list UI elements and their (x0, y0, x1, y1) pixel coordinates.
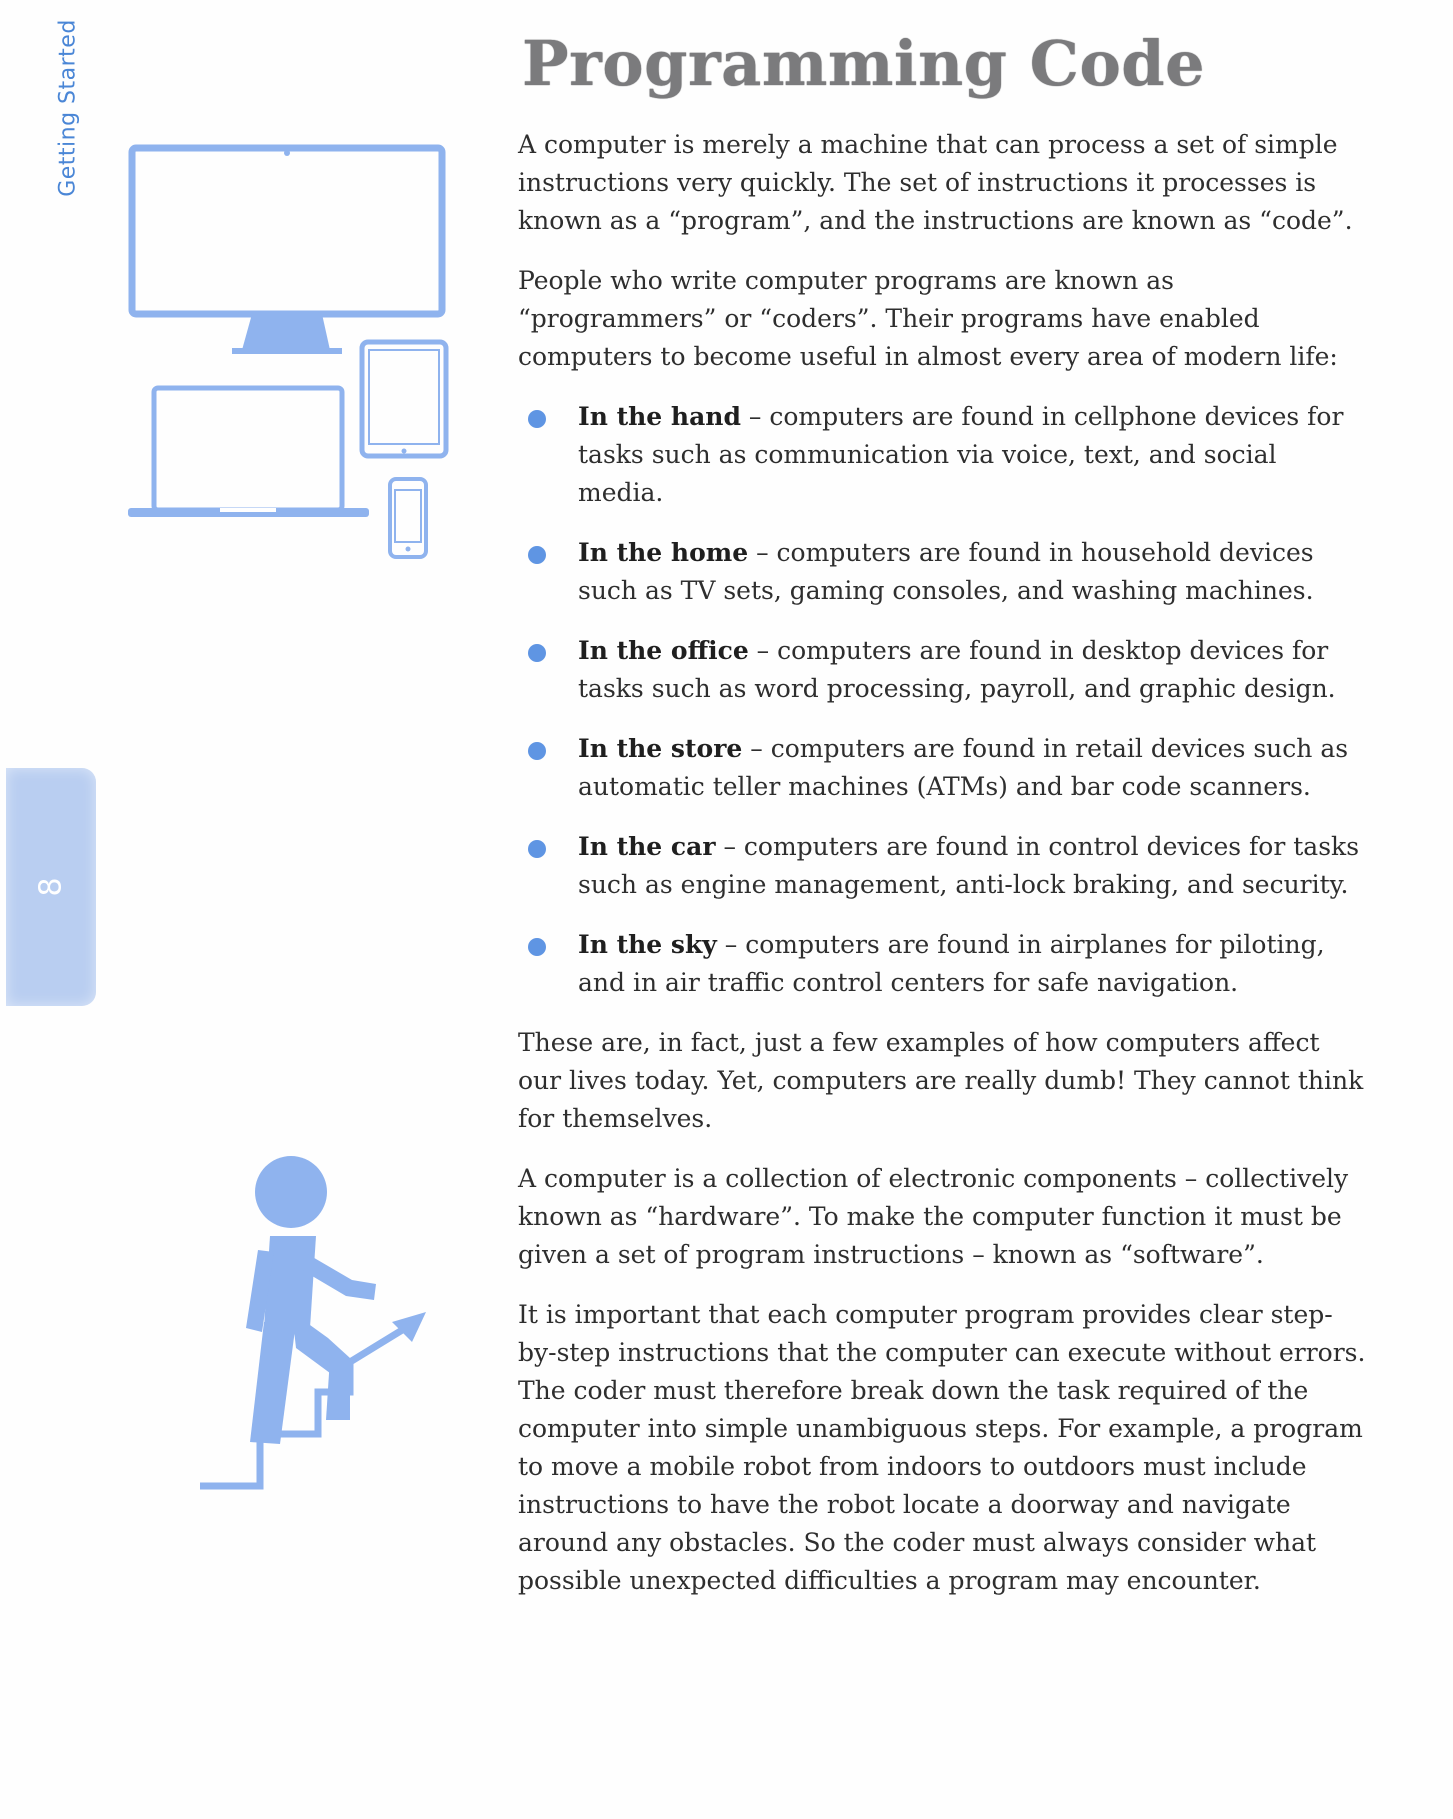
bullet-lead: In the store (578, 734, 743, 763)
main-text-column (518, 22, 1368, 1622)
monitor-icon (132, 148, 442, 314)
bullet-lead: In the hand (578, 402, 741, 431)
bullet-lead: In the office (578, 636, 749, 665)
list-item (518, 828, 1368, 904)
bullet-dot-icon (528, 938, 546, 956)
bullet-dot-icon (528, 546, 546, 564)
body-paragraph: A computer is a collection of electronic components – collectively known as “hardware”. To make the computer function it must be given a set of program instructions – known as “software”. (518, 1164, 1349, 1269)
section-side-label (48, 18, 88, 198)
tablet-icon (362, 342, 446, 456)
laptop-icon (128, 388, 369, 517)
list-item (518, 632, 1368, 708)
bullet-lead: In the car (578, 832, 716, 861)
body-paragraph: These are, in fact, just a few examples of how computers affect our lives today. Yet, computers are really dumb! They cannot think for themselves. (518, 1028, 1364, 1133)
bullet-text: – computers are found in cellphone devices for tasks such as communication via voice, text, and social media. (578, 402, 1344, 507)
list-item (518, 926, 1368, 1002)
bullet-lead: In the home (578, 538, 749, 567)
page-number: 8 (33, 877, 69, 897)
bullet-dot-icon (528, 840, 546, 858)
page-title: Programming Code (522, 27, 1206, 100)
bullet-text: – computers are found in household devices such as TV sets, gaming consoles, and washing machines. (578, 538, 1314, 605)
list-item (518, 534, 1368, 610)
phone-icon (390, 479, 426, 557)
page-number-tab (6, 768, 96, 1006)
bullet-text: – computers are found in control devices for tasks such as engine management, anti-lock braking, and security. (578, 832, 1360, 899)
devices-illustration-icon (128, 142, 464, 560)
bullet-text: – computers are found in airplanes for piloting, and in air traffic control centers for safe navigation. (578, 930, 1325, 997)
bullet-text: – computers are found in desktop devices for tasks such as word processing, payroll, and graphic design. (578, 636, 1336, 703)
intro-paragraph: People who write computer programs are known as “programmers” or “coders”. Their programs have enabled computers to become useful in almost every area of modern life: (518, 266, 1338, 371)
list-item (518, 730, 1368, 806)
bullet-dot-icon (528, 410, 546, 428)
section-side-label-text: Getting Started (55, 19, 81, 197)
bullet-dot-icon (528, 644, 546, 662)
bullet-text: – computers are found in retail devices such as automatic teller machines (ATMs) and bar code scanners. (578, 734, 1349, 801)
bullet-list (518, 398, 1368, 1002)
intro-paragraph: A computer is merely a machine that can process a set of simple instructions very quickly. The set of instructions it processes is known as a “program”, and the instructions are known as “code”. (518, 130, 1353, 235)
bullet-lead: In the sky (578, 930, 717, 959)
monitor-stand-icon (242, 314, 330, 350)
list-item (518, 398, 1368, 512)
bullet-dot-icon (528, 742, 546, 760)
body-paragraph: It is important that each computer program provides clear step-by-step instructions that the computer can execute without errors. The coder must therefore break down the task required of the computer into simple unambiguous steps. For example, a program to move a mobile robot from indoors to outdoors must include instructions to have the robot locate a doorway and navigate around any obstacles. So the coder must always consider what possible unexpected difficulties a program may encounter. (518, 1300, 1366, 1595)
person-climbing-stairs-icon (200, 1152, 454, 1498)
